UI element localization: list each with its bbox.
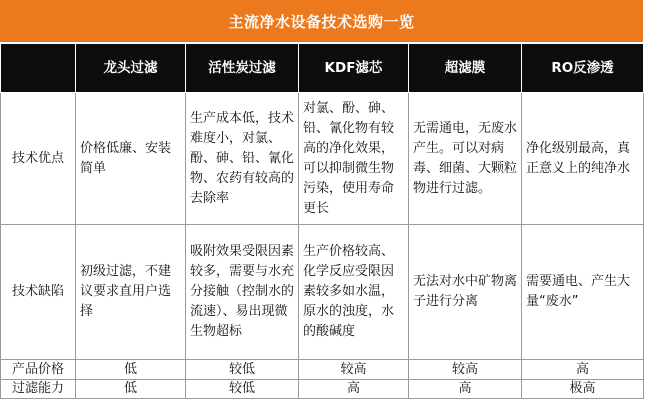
header-cell-kdf: KDF滤芯 bbox=[299, 44, 409, 93]
table-cell: 极高 bbox=[522, 380, 644, 399]
row-label: 技术优点 bbox=[1, 93, 76, 225]
table-row bbox=[1, 93, 644, 225]
table-cell: 高 bbox=[299, 380, 409, 399]
page-title: 主流净水设备技术选购一览 bbox=[0, 0, 643, 42]
row-label: 产品价格 bbox=[1, 360, 76, 380]
row-label: 过滤能力 bbox=[1, 380, 76, 399]
header-cell-activated-carbon: 活性炭过滤 bbox=[186, 44, 299, 93]
table-cell: 低 bbox=[76, 360, 186, 380]
table-cell: 无法对水中矿物离子进行分离 bbox=[409, 225, 522, 360]
table-cell: 无需通电，无废水产生。可以对病毒、细菌、大颗粒物进行过滤。 bbox=[409, 93, 522, 225]
row-label: 技术缺陷 bbox=[1, 225, 76, 360]
table-row bbox=[1, 225, 644, 360]
header-cell-ultrafiltration: 超滤膜 bbox=[409, 44, 522, 93]
table-cell: 对氯、酚、砷、铅、氰化物有较高的净化效果，可以抑制微生物污染，使用寿命更长 bbox=[299, 93, 409, 225]
header-cell-ro: RO反渗透 bbox=[522, 44, 644, 93]
table-cell: 价格低廉、安装简单 bbox=[76, 93, 186, 225]
table-cell: 低 bbox=[76, 380, 186, 399]
table-cell: 较低 bbox=[186, 380, 299, 399]
table-cell: 高 bbox=[522, 360, 644, 380]
table-cell: 较高 bbox=[299, 360, 409, 380]
header-cell-faucet-filter: 龙头过滤 bbox=[76, 44, 186, 93]
table-cell: 较高 bbox=[409, 360, 522, 380]
header-cell-empty bbox=[1, 44, 76, 93]
table-cell: 净化级别最高，真正意义上的纯净水 bbox=[522, 93, 644, 225]
table-header-row bbox=[1, 44, 644, 93]
table-cell: 高 bbox=[409, 380, 522, 399]
table-row bbox=[1, 360, 644, 380]
table-cell: 生产成本低，技术难度小，对氯、酚、砷、铅、氰化物、农药有较高的去除率 bbox=[186, 93, 299, 225]
table-cell: 需要通电、产生大量“废水” bbox=[522, 225, 644, 360]
table-cell: 较低 bbox=[186, 360, 299, 380]
table-cell: 初级过滤，不建议要求直用户选择 bbox=[76, 225, 186, 360]
table-row bbox=[1, 380, 644, 399]
table-cell: 生产价格较高、化学反应受限因素较多如水温，原水的浊度，水的酸碱度 bbox=[299, 225, 409, 360]
comparison-table bbox=[0, 43, 644, 399]
table-cell: 吸附效果受限因素较多，需要与水充分接触（控制水的流速）、易出现微生物超标 bbox=[186, 225, 299, 360]
